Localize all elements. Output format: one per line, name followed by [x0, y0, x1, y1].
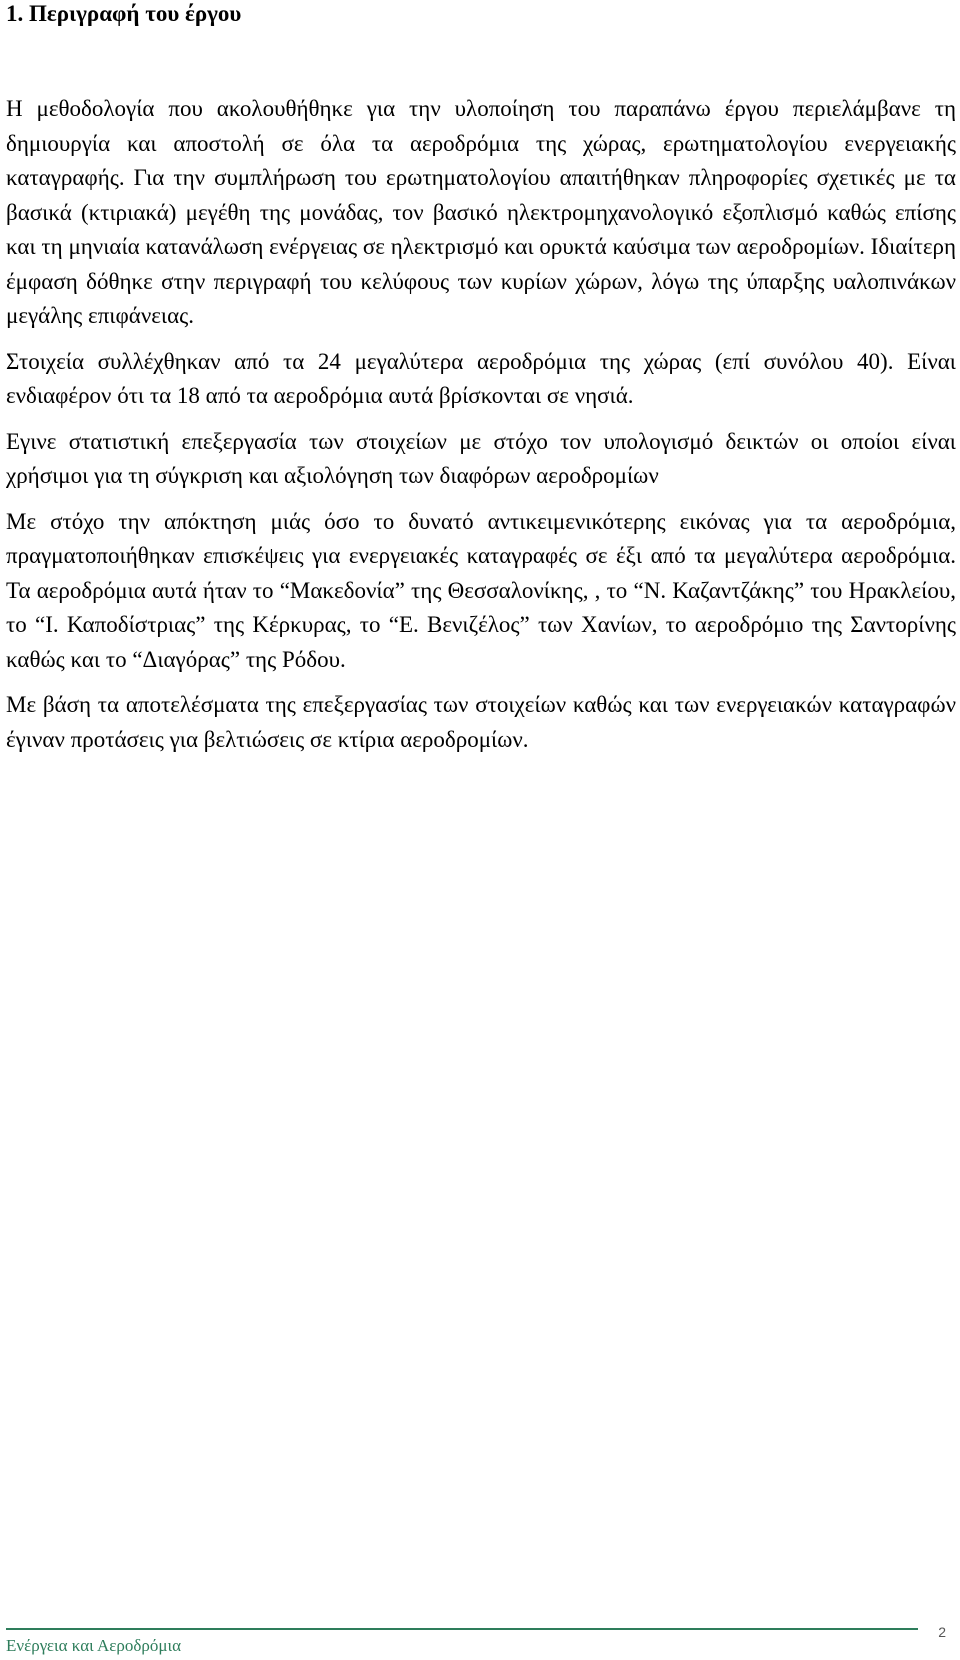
paragraph-proposals: Με βάση τα αποτελέσματα της επεξεργασίας των στοιχείων καθώς και των ενεργειακών καταγραφών έγιναν προτάσεις για βελτιώσεις σε κτίρια αεροδρομίων.	[6, 692, 956, 752]
footer-title: Ενέργεια και Αεροδρόμια	[6, 1636, 181, 1655]
paragraph-data-collection: Στοιχεία συλλέχθηκαν από τα 24 μεγαλύτερα αεροδρόμια της χώρας (επί συνόλου 40). Είναι ενδιαφέρον ότι τα 18 από τα αεροδρόμια αυτά βρίσκονται σε νησιά.	[6, 348, 956, 408]
paragraph-statistical-processing: Εγινε στατιστική επεξεργασία των στοιχείων με στόχο τον υπολογισμό δεικτών οι οποίοι είναι χρήσιμοι για τη σύγκριση και αξιολόγηση των διαφόρων αεροδρομίων	[6, 428, 956, 488]
footer-divider	[6, 1628, 918, 1630]
page-number: 2	[938, 1624, 946, 1640]
paragraph-site-visits: Με στόχο την απόκτηση μιάς όσο το δυνατό αντικειμενικότερης εικόνας για τα αεροδρόμια, πραγματοποιήθηκαν επισκέψεις για ενεργειακές καταγραφές σε έξι από τα μεγαλύτερα αεροδρόμια. Τα αεροδρόμια αυτά ήταν το “Μακεδονία” της Θεσσαλονίκης, , το “Ν. Καζαντζάκης” του Ηρακλείου, το “Ι. Καποδίστριας” της Κέρκυρας, το “Ε. Βενιζέλος” των Χανίων, το αεροδρόμιο της Σαντορίνης καθώς και το “Διαγόρας” της Ρόδου.	[6, 508, 956, 672]
body-text	[6, 92, 956, 768]
paragraph-methodology: Η μεθοδολογία που ακολουθήθηκε για την υλοποίηση του παραπάνω έργου περιελάμβανε τη δημιουργία και αποστολή σε όλα τα αεροδρόμια της χώρας, ερωτηματολογίου ενεργειακής καταγραφής. Για την συμπλήρωση του ερωτηματολογίου απαιτήθηκαν πληροφορίες σχετικές με τα βασικά (κτιριακά) μεγέθη της μονάδας, τον βασικό ηλεκτρομηχανολογικό εξοπλισμό καθώς επίσης και τη μηνιαία κατανάλωση ενέργειας σε ηλεκτρισμό και ορυκτά καύσιμα των αεροδρομίων. Ιδιαίτερη έμφαση δόθηκε στην περιγραφή του κελύφους των κυρίων χώρων, λόγω της ύπαρξης υαλοπινάκων μεγάλης επιφάνειας.	[6, 96, 956, 328]
section-heading: 1. Περιγραφή του έργου	[6, 1, 242, 26]
